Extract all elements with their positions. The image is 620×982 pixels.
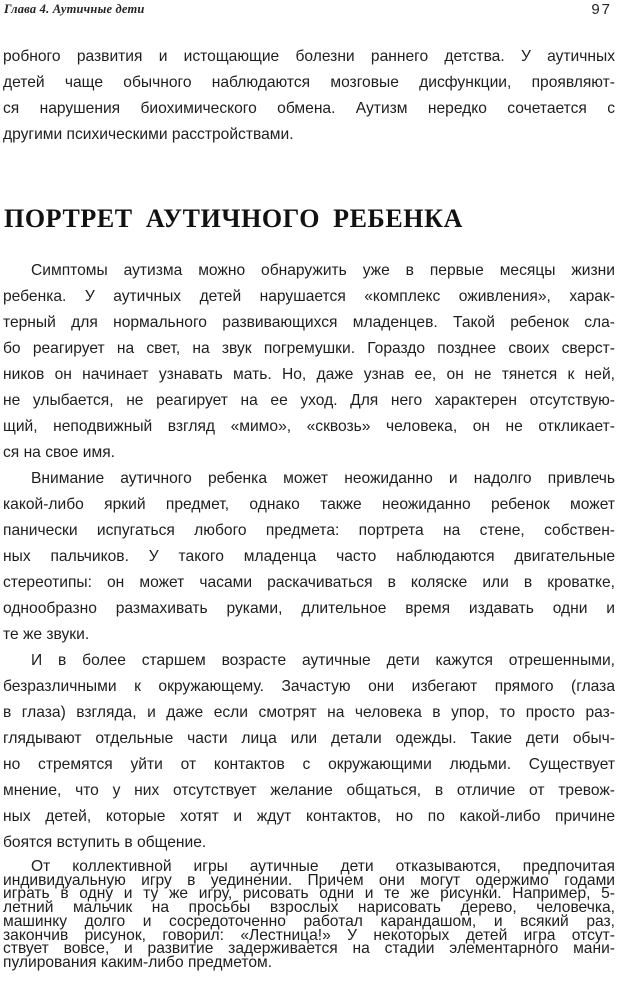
paragraph-line: летний мальчик на просьбы взрослых нарисовать дерево, человечка, (3, 899, 615, 917)
paragraph-line: робного развития и истощающие болезни раннего детства. У аутичных (3, 48, 615, 65)
paragraph-line: не улыбается, не реагирует на ее уход. Для него характерен отсутствую- (3, 392, 615, 409)
running-header (0, 0, 620, 22)
paragraph-line: ствует вовсе, и развитие задерживается на стадии элементарного мани- (3, 940, 615, 958)
paragraph-line: глядывают отдельные части лица или детали одежды. Такие дети обыч- (3, 730, 615, 747)
paragraph-line: те же звуки. (3, 626, 90, 643)
paragraph-line: пулирования каким-либо предметом. (3, 954, 273, 971)
paragraph-line: И в более старшем возрасте аутичные дети кажутся отрешенными, (31, 652, 615, 669)
paragraph-line: однообразно размахивать руками, длительное время издавать одни и (3, 600, 615, 617)
paragraph-line: панически испугаться любого предмета: портрета на стене, собствен- (3, 522, 615, 539)
paragraph-line: ребенка. У аутичных детей нарушается «комплекс оживления», харак- (3, 288, 615, 305)
paragraph-line: терный для нормального развивающихся младенцев. Такой ребенок сла- (3, 314, 615, 331)
paragraph-line: боятся вступить в общение. (3, 834, 207, 851)
paragraph-line: ся на свое имя. (3, 444, 115, 461)
paragraph-line: но стремятся уйти от контактов с окружающими людьми. Существует (3, 756, 615, 773)
paragraph-line: мнение, что у них отсутствует желание общаться, в отличие от тревож- (3, 782, 615, 799)
paragraph-line: ся нарушения биохимического обмена. Аутизм нередко сочетается с (3, 100, 615, 117)
paragraph-line: ников он начинает узнавать мать. Но, даже узнав ее, он не тянется к ней, (3, 366, 615, 383)
paragraph-line: стереотипы: он может часами раскачиваться в коляске или в кроватке, (3, 574, 615, 591)
paragraph-line: в глаза) взгляда, и даже если смотрят на человека в упор, то просто раз- (3, 704, 615, 721)
paragraph-line: От коллективной игры аутичные дети отказываются, предпочитая (31, 858, 615, 875)
section-heading: ПОРТРЕТ АУТИЧНОГО РЕБЕНКА (4, 204, 463, 233)
paragraph-line: Внимание аутичного ребенка может неожиданно и надолго привлечь (31, 470, 615, 487)
paragraph-line: машинку долго и сосредоточенно работал карандашом, и всякий раз, (3, 912, 615, 930)
paragraph-line: закончив рисунок, говорил: «Лестница!» У некоторых детей игра отсут- (3, 926, 615, 944)
paragraph-line: индивидуальную игру в уединении. Причем они могут одержимо годами (3, 871, 615, 889)
paragraph-line: ных пальчиков. У такого младенца часто наблюдаются двигательные (3, 548, 615, 565)
page-number: 97 (591, 1, 612, 18)
running-title: Глава 4. Аутичные дети (4, 2, 145, 16)
paragraph-line: какой-либо яркий предмет, однако также неожиданно ребенок может (3, 496, 615, 513)
paragraph-line: Симптомы аутизма можно обнаружить уже в первые месяцы жизни (31, 262, 615, 279)
paragraph-line: щий, неподвижный взгляд «мимо», «сквозь» человека, он не откликает- (3, 418, 615, 435)
paragraph-line: играть в одну и ту же игру, рисовать одни и те же рисунки. Например, 5- (3, 885, 615, 903)
paragraph-line: детей чаще обычного наблюдаются мозговые дисфункции, проявляют- (3, 74, 615, 91)
paragraph-line: ных детей, которые хотят и ждут контактов, но по какой-либо причине (3, 808, 615, 825)
paragraph-line: безразличными к окружающему. Зачастую они избегают прямого (глаза (3, 678, 615, 695)
paragraph-line: бо реагирует на свет, на звук погремушки. Гораздо позднее своих сверст- (3, 340, 615, 357)
paragraph-line: другими психическими расстройствами. (3, 126, 294, 143)
